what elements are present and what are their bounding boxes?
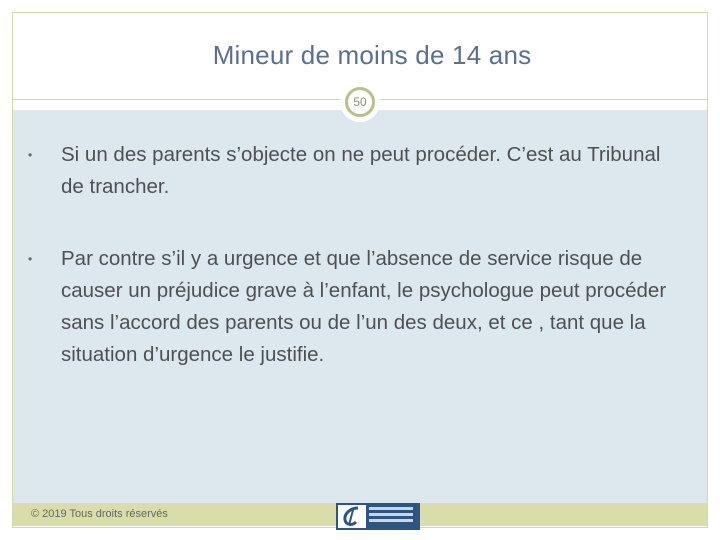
organization-logo-icon	[336, 503, 420, 530]
page-number-badge	[340, 82, 380, 122]
bullet-dot-icon: •	[28, 252, 33, 266]
logo-mark-icon	[338, 505, 366, 528]
copyright-footer: © 2019 Tous droits réservés	[31, 508, 168, 520]
page-number: 50	[345, 87, 375, 117]
bullet-dot-icon: •	[28, 148, 33, 162]
bullet-text: Par contre s’il y a urgence et que l’absence de service risque de causer un préjudice grave à l’enfant, le psychologue peut procéder sans l’accord des parents ou de l’un des deux, et ce , tant que la situation d’urgence le justifie.	[61, 247, 667, 366]
logo-wordmark	[369, 507, 413, 525]
bullet-text: Si un des parents s’objecte on ne peut procéder. C’est au Tribunal de trancher.	[61, 143, 661, 198]
slide-title: Mineur de moins de 14 ans	[212, 40, 532, 70]
